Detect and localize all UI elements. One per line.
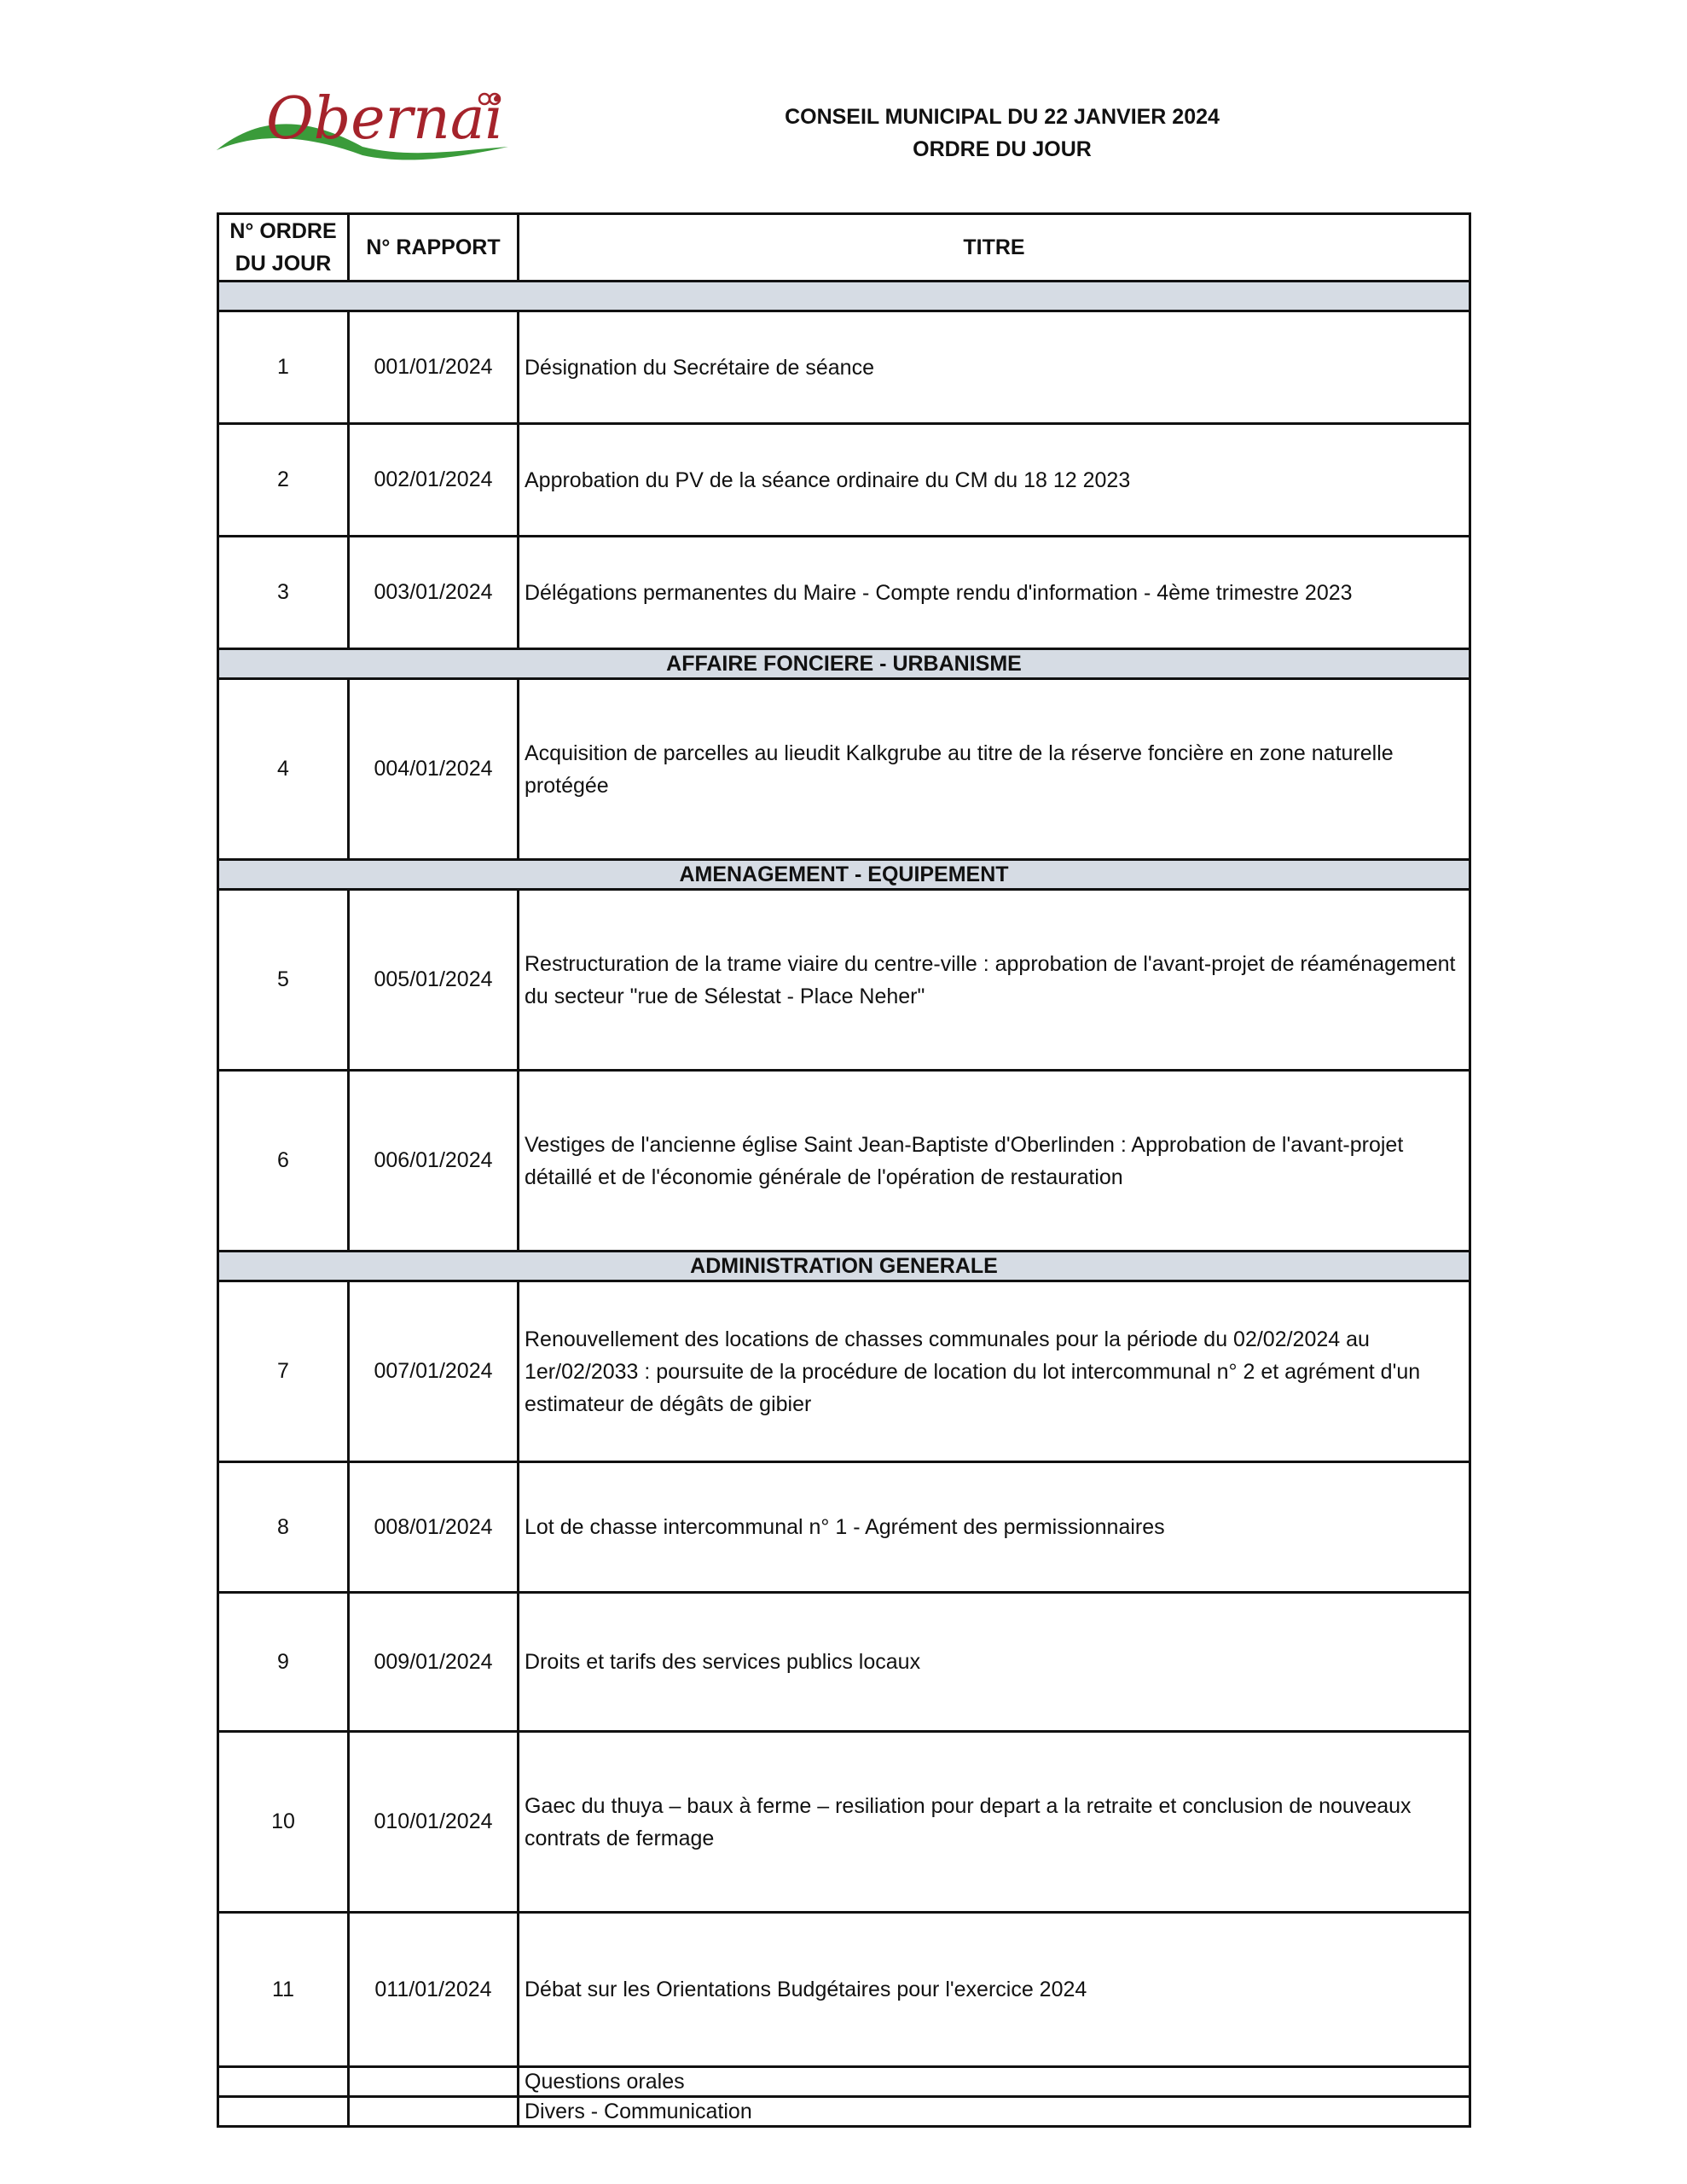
row-title: Questions orales (519, 2067, 1470, 2097)
row-title: Lot de chasse intercommunal n° 1 - Agrément des permissionnaires (519, 1462, 1470, 1593)
row-rapport: 005/01/2024 (349, 890, 519, 1071)
row-number (218, 2067, 349, 2097)
row-rapport: 009/01/2024 (349, 1593, 519, 1732)
table-row (218, 1462, 1470, 1593)
section-label: AMENAGEMENT - EQUIPEMENT (218, 860, 1470, 890)
row-rapport: 008/01/2024 (349, 1462, 519, 1593)
row-title: Débat sur les Orientations Budgétaires pour l'exercice 2024 (519, 1913, 1470, 2067)
row-title: Acquisition de parcelles au lieudit Kalkgrube au titre de la réserve foncière en zone naturelle protégée (519, 679, 1470, 860)
row-number: 2 (218, 424, 349, 537)
section-label: ADMINISTRATION GENERALE (218, 1252, 1470, 1281)
row-rapport: 004/01/2024 (349, 679, 519, 860)
section-row (218, 860, 1470, 890)
table-row (218, 679, 1470, 860)
section-label: AFFAIRE FONCIERE - URBANISME (218, 649, 1470, 679)
table-row (218, 311, 1470, 424)
row-rapport: 007/01/2024 (349, 1281, 519, 1462)
row-title: Gaec du thuya – baux à ferme – resiliation pour depart a la retraite et conclusion de nouveaux contrats de fermage (519, 1732, 1470, 1913)
row-title: Vestiges de l'ancienne église Saint Jean-Baptiste d'Oberlinden : Approbation de l'avant-projet détaillé et de l'économie générale de l'opération de restauration (519, 1071, 1470, 1252)
table-row (218, 890, 1470, 1071)
table-header-row (218, 214, 1470, 282)
row-title: Restructuration de la trame viaire du centre-ville : approbation de l'avant-projet de réaménagement du secteur "rue de Sélestat - Place Neher" (519, 890, 1470, 1071)
obernai-logo (213, 77, 512, 171)
footer-row (218, 2067, 1470, 2097)
agenda-subtitle: ORDRE DU JOUR (913, 137, 1092, 161)
row-number (218, 2097, 349, 2127)
row-number: 8 (218, 1462, 349, 1593)
section-label (218, 282, 1470, 311)
table-row (218, 1281, 1470, 1462)
row-title: Désignation du Secrétaire de séance (519, 311, 1470, 424)
row-title: Divers - Communication (519, 2097, 1470, 2127)
row-rapport: 002/01/2024 (349, 424, 519, 537)
row-title: Délégations permanentes du Maire - Compte rendu d'information - 4ème trimestre 2023 (519, 537, 1470, 649)
table-row (218, 537, 1470, 649)
table-row (218, 1071, 1470, 1252)
section-row (218, 282, 1470, 311)
document-header (640, 101, 1365, 166)
header-titre: TITRE (519, 214, 1470, 282)
row-rapport (349, 2067, 519, 2097)
row-number: 9 (218, 1593, 349, 1732)
row-rapport: 011/01/2024 (349, 1913, 519, 2067)
row-number: 6 (218, 1071, 349, 1252)
table-row (218, 1913, 1470, 2067)
section-row (218, 1252, 1470, 1281)
meeting-title: CONSEIL MUNICIPAL DU 22 JANVIER 2024 (785, 105, 1220, 129)
row-title: Droits et tarifs des services publics locaux (519, 1593, 1470, 1732)
header-rapport: N° RAPPORT (349, 214, 519, 282)
row-rapport (349, 2097, 519, 2127)
agenda-body (218, 282, 1470, 2127)
row-rapport: 010/01/2024 (349, 1732, 519, 1913)
footer-row (218, 2097, 1470, 2127)
header-ordre-du-jour: N° ORDRE DU JOUR (218, 214, 349, 282)
row-number: 10 (218, 1732, 349, 1913)
table-row (218, 424, 1470, 537)
row-number: 5 (218, 890, 349, 1071)
row-number: 7 (218, 1281, 349, 1462)
svg-text:Obernai: Obernai (266, 85, 504, 153)
table-row (218, 1593, 1470, 1732)
section-row (218, 649, 1470, 679)
row-rapport: 003/01/2024 (349, 537, 519, 649)
agenda-table (217, 212, 1471, 2128)
table-row (218, 1732, 1470, 1913)
row-number: 3 (218, 537, 349, 649)
row-rapport: 006/01/2024 (349, 1071, 519, 1252)
row-number: 4 (218, 679, 349, 860)
row-title: Renouvellement des locations de chasses communales pour la période du 02/02/2024 au 1er/02/2033 : poursuite de la procédure de location du lot intercommunal n° 2 et agrément d'un estimateur de dégâts de gibier (519, 1281, 1470, 1462)
row-number: 11 (218, 1913, 349, 2067)
row-number: 1 (218, 311, 349, 424)
row-rapport: 001/01/2024 (349, 311, 519, 424)
row-title: Approbation du PV de la séance ordinaire du CM du 18 12 2023 (519, 424, 1470, 537)
